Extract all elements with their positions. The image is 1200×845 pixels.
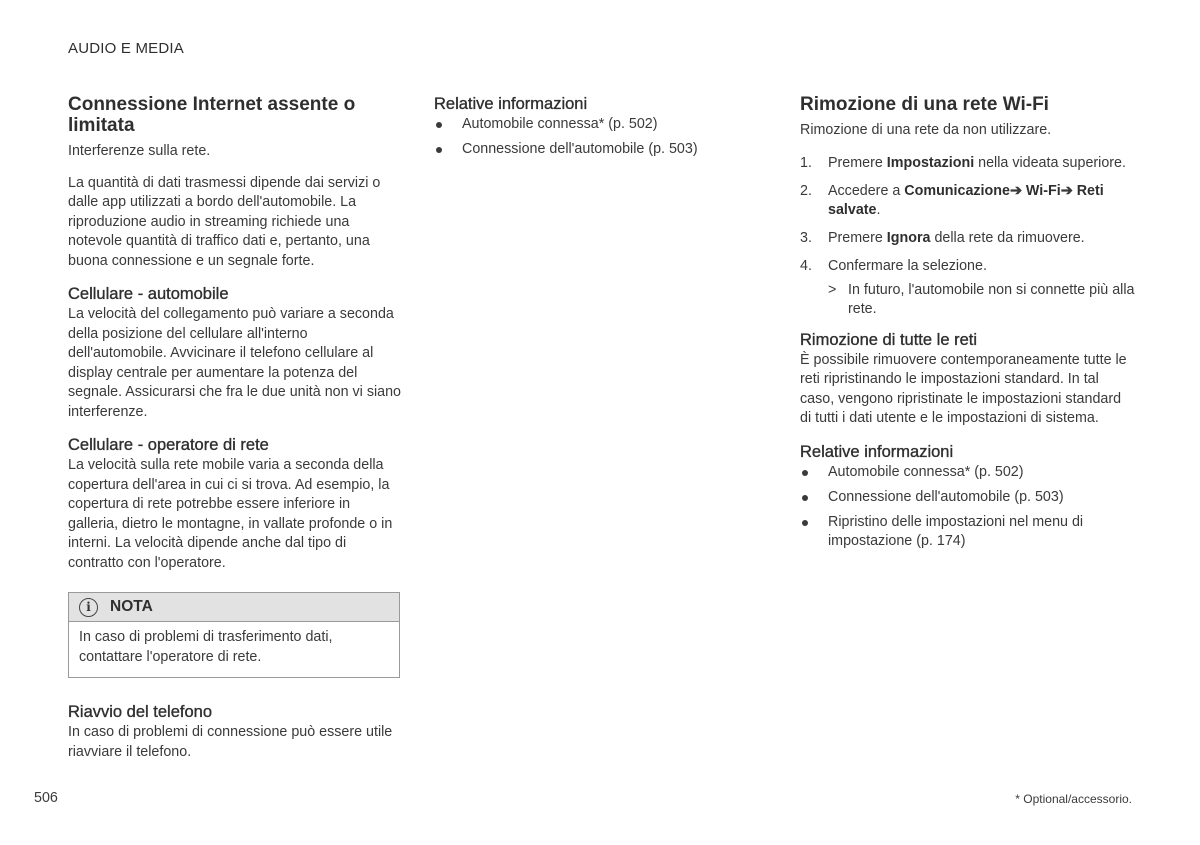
wifi-subtitle: Rimozione di una rete da non utilizzare. xyxy=(800,122,1052,138)
arrow-right-icon: ➔ xyxy=(1060,182,1073,199)
related-heading: Relative informazioni xyxy=(800,442,954,461)
related-link[interactable]: Ripristino delle impostazioni nel menu di impostazione (p. 174) xyxy=(800,513,1135,552)
menu-ignora: Ignora xyxy=(886,230,931,246)
step-item: 1. Premere Impostazioni nella videata superiore. xyxy=(800,154,1126,171)
arrow-right-icon: ➔ xyxy=(1009,182,1022,199)
related-list xyxy=(434,115,734,160)
step-item: 3. Premere Ignora della rete da rimuovere. xyxy=(800,230,1085,246)
menu-comunicazione: Comunicazione xyxy=(904,182,1010,199)
section-header: AUDIO E MEDIA xyxy=(68,40,184,57)
note-text: In caso di problemi di trasferimento dati, contattare l'operatore di rete. xyxy=(79,629,333,665)
step-item: 2. Accedere a Comunicazione➔ Wi-Fi➔ Reti salvate. xyxy=(800,182,1104,218)
heading-cellulare-automobile: Cellulare - automobile xyxy=(68,285,229,303)
step-result: > In futuro, l'automobile non si connette più alla rete. xyxy=(828,281,1135,317)
menu-impostazioni: Impostazioni xyxy=(886,154,975,171)
related-heading: Relative informazioni xyxy=(434,95,588,113)
heading-cellulare-operatore: Cellulare - operatore di rete xyxy=(68,436,269,454)
note-box xyxy=(68,592,400,678)
related-link[interactable]: Connessione dell'automobile (p. 503) xyxy=(800,488,1135,508)
related-link[interactable]: Connessione dell'automobile (p. 503) xyxy=(434,140,734,160)
note-title: NOTA xyxy=(110,598,153,615)
related-link[interactable]: Automobile connessa* (p. 502) xyxy=(434,115,734,135)
bullet-icon xyxy=(436,147,442,153)
column-left xyxy=(68,94,403,762)
related-link[interactable]: Automobile connessa* (p. 502) xyxy=(800,463,1135,483)
column-right xyxy=(800,94,1135,557)
result-chevron-icon: > xyxy=(828,281,837,298)
wifi-title: Rimozione di una rete Wi-Fi xyxy=(800,94,1049,115)
note-body xyxy=(69,622,399,677)
bullet-icon xyxy=(802,470,808,476)
page-number: 506 xyxy=(34,790,58,806)
paragraph-riavvio: In caso di problemi di connessione può essere utile riavviare il telefono. xyxy=(68,724,393,760)
bullet-icon xyxy=(802,495,808,501)
note-header xyxy=(69,593,399,622)
article-title: Connessione Internet assente o limitata xyxy=(68,94,356,136)
info-icon: i xyxy=(79,598,98,617)
heading-riavvio: Riavvio del telefono xyxy=(68,703,213,721)
step-item: 4. Confermare la selezione. > In futuro, l'automobile non si connette più alla rete. xyxy=(800,257,1135,320)
column-middle xyxy=(434,94,734,165)
footnote: * Optional/accessorio. xyxy=(1015,792,1132,806)
bullet-icon xyxy=(802,520,808,526)
heading-rimozione-tutte: Rimozione di tutte le reti xyxy=(800,330,977,349)
related-list xyxy=(800,463,1135,552)
menu-wifi: Wi-Fi xyxy=(1025,182,1061,199)
paragraph-cellulare-automobile: La velocità del collegamento può variare a seconda della posizione del cellulare all'interno dell'automobile. Avvicinare il telefono cellulare al display centrale per aumentare la potenza del segnale. Assicurarsi che fra le due unità non vi siano interferenze. xyxy=(68,306,401,420)
bullet-icon xyxy=(436,122,442,128)
intro-paragraph: La quantità di dati trasmessi dipende dai servizi o dalle app utilizzati a bordo dell'automobile. La riproduzione audio in streaming richiede una notevole quantità di traffico dati e, pertanto, una buona connessione e un segnale forte. xyxy=(68,174,381,269)
paragraph-rimozione-tutte: È possibile rimuovere contemporaneamente tutte le reti ripristinando le impostazioni standard. In tal caso, vengono ripristinate le impostazioni standard di tutti i dati utente e le impostazioni di sistema. xyxy=(800,351,1127,426)
steps-list xyxy=(800,154,1135,320)
paragraph-cellulare-operatore: La velocità sulla rete mobile varia a seconda della copertura dell'area in cui ci si trova. Ad esempio, la copertura di rete potrebbe essere inferiore in galleria, dietro le montagne, in vallate profonde o in interni. La velocità dipende anche dal tipo di contratto con l'operatore. xyxy=(68,457,393,571)
menu-reti-salvate: Reti salvate xyxy=(828,182,1104,218)
article-subtitle: Interferenze sulla rete. xyxy=(68,143,211,159)
